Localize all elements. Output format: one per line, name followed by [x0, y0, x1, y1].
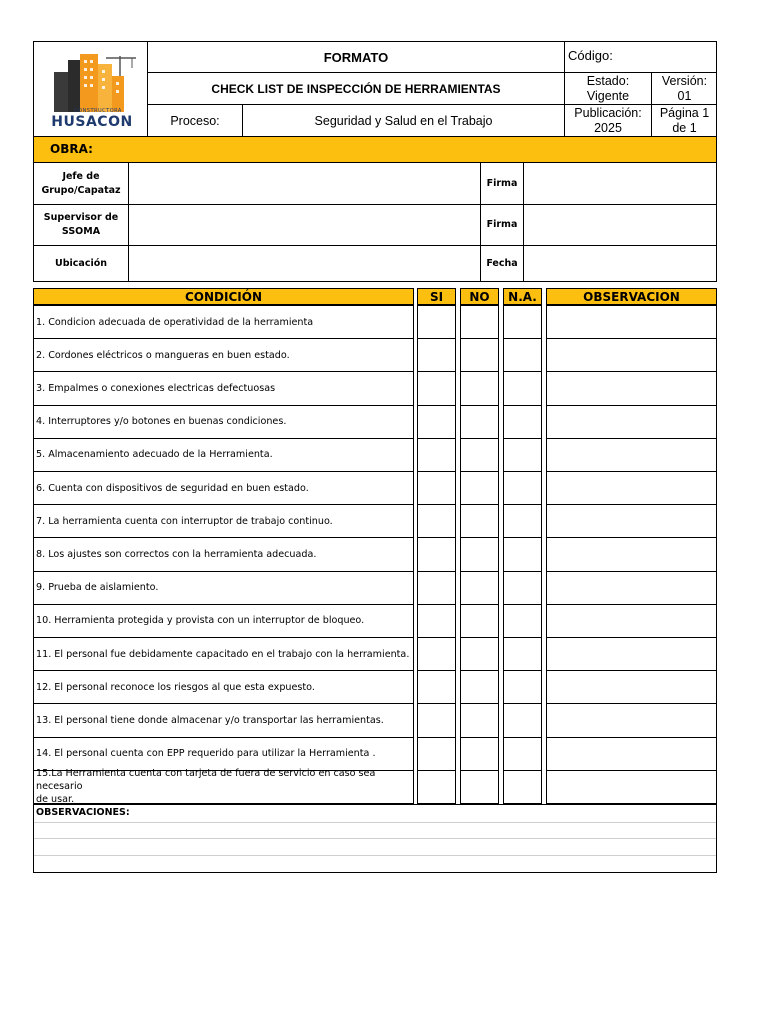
foreman-label: Jefe de Grupo/Capataz	[41, 170, 121, 196]
no-checkbox[interactable]	[460, 438, 499, 472]
ssoma-signature-label: Firma	[486, 219, 518, 230]
checklist-row	[33, 504, 717, 537]
no-header: NO	[460, 288, 499, 305]
process-value: Seguridad y Salud en el Trabajo	[314, 114, 493, 128]
ssoma-supervisor-input[interactable]	[129, 205, 480, 245]
condition-text: 12. El personal reconoce los riesgos al que esta expuesto.	[36, 681, 315, 693]
publication-label: Publicación:	[574, 106, 642, 120]
yes-checkbox[interactable]	[417, 604, 456, 638]
observation-cell[interactable]	[546, 571, 717, 605]
observation-cell[interactable]	[546, 504, 717, 538]
condition-cell	[33, 504, 414, 538]
obra-label: OBRA:	[50, 142, 93, 156]
location-label: Ubicación	[55, 258, 107, 269]
condition-text: 7. La herramienta cuenta con interruptor de trabajo continuo.	[36, 515, 333, 527]
checklist-row	[33, 438, 717, 471]
observations-section	[33, 804, 717, 873]
condition-text: 1. Condicion adecuada de operatividad de la herramienta	[36, 316, 314, 328]
observations-line-1[interactable]	[34, 822, 716, 839]
condition-text: 6. Cuenta con dispositivos de seguridad en buen estado.	[36, 482, 309, 494]
observation-cell[interactable]	[546, 637, 717, 671]
company-logo	[40, 46, 140, 132]
page-cell	[652, 105, 717, 137]
yes-checkbox[interactable]	[417, 371, 456, 405]
no-checkbox[interactable]	[460, 637, 499, 671]
ssoma-signature-field[interactable]	[524, 205, 716, 245]
yes-checkbox[interactable]	[417, 504, 456, 538]
checklist-row	[33, 768, 717, 806]
condition-header: CONDICIÓN	[33, 288, 414, 305]
na-checkbox[interactable]	[503, 737, 542, 771]
status-label: Estado:	[586, 73, 630, 88]
checklist-row	[33, 338, 717, 371]
na-checkbox[interactable]	[503, 371, 542, 405]
na-checkbox[interactable]	[503, 703, 542, 737]
condition-cell	[33, 305, 414, 339]
checklist-row	[33, 637, 717, 670]
no-checkbox[interactable]	[460, 338, 499, 372]
observation-cell[interactable]	[546, 604, 717, 638]
checklist-table	[33, 288, 717, 873]
status-value: Vigente	[586, 88, 630, 103]
checklist-row	[33, 537, 717, 570]
condition-text: 13. El personal tiene donde almacenar y/o transportar las herramientas.	[36, 714, 384, 726]
status-cell	[565, 73, 651, 104]
condition-text: 4. Interruptores y/o botones en buenas condiciones.	[36, 416, 287, 428]
no-checkbox[interactable]	[460, 770, 499, 804]
na-checkbox[interactable]	[503, 471, 542, 505]
condition-cell	[33, 405, 414, 439]
na-checkbox[interactable]	[503, 604, 542, 638]
observations-label: OBSERVACIONES:	[36, 807, 130, 818]
yes-checkbox[interactable]	[417, 637, 456, 671]
observation-cell[interactable]	[546, 338, 717, 372]
observation-cell[interactable]	[546, 737, 717, 771]
observation-cell[interactable]	[546, 405, 717, 439]
condition-text: 14. El personal cuenta con EPP requerido para utilizar la Herramienta .	[36, 748, 376, 760]
yes-checkbox[interactable]	[417, 537, 456, 571]
condition-text: 11. El personal fue debidamente capacitado en el trabajo con la herramienta.	[36, 648, 410, 660]
checklist-row	[33, 371, 717, 404]
code-label: Código:	[568, 48, 613, 63]
version-cell	[652, 73, 717, 104]
na-checkbox[interactable]	[503, 637, 542, 671]
foreman-signature-label: Firma	[486, 177, 518, 189]
publication-cell	[565, 105, 651, 137]
process-label: Proceso:	[170, 114, 220, 128]
yes-checkbox[interactable]	[417, 703, 456, 737]
condition-cell	[33, 371, 414, 405]
na-checkbox[interactable]	[503, 405, 542, 439]
observation-cell[interactable]	[546, 770, 717, 804]
no-checkbox[interactable]	[460, 405, 499, 439]
checklist-row	[33, 405, 717, 438]
foreman-input[interactable]	[129, 163, 480, 204]
yes-checkbox[interactable]	[417, 770, 456, 804]
na-header: N.A.	[503, 288, 542, 305]
observation-cell[interactable]	[546, 371, 717, 405]
condition-cell	[33, 737, 414, 771]
no-checkbox[interactable]	[460, 537, 499, 571]
condition-text: 15.La Herramienta cuenta con tarjeta de fuera de servicio en caso sea necesario	[36, 768, 376, 793]
condition-cell	[33, 637, 414, 671]
checklist-row	[33, 471, 717, 504]
observation-cell[interactable]	[546, 703, 717, 737]
checklist-row	[33, 305, 717, 338]
observation-cell[interactable]	[546, 670, 717, 704]
no-checkbox[interactable]	[460, 737, 499, 771]
condition-cell	[33, 770, 414, 804]
condition-cell	[33, 604, 414, 638]
yes-checkbox[interactable]	[417, 438, 456, 472]
yes-checkbox[interactable]	[417, 670, 456, 704]
condition-cell	[33, 571, 414, 605]
no-checkbox[interactable]	[460, 371, 499, 405]
condition-cell	[33, 703, 414, 737]
condition-text: 10. Herramienta protegida y provista con un interruptor de bloqueo.	[36, 615, 365, 627]
na-checkbox[interactable]	[503, 305, 542, 339]
publication-value: 2025	[594, 121, 622, 135]
na-checkbox[interactable]	[503, 504, 542, 538]
location-input[interactable]	[129, 246, 480, 282]
na-checkbox[interactable]	[503, 338, 542, 372]
observation-header: OBSERVACION	[546, 288, 717, 305]
no-checkbox[interactable]	[460, 670, 499, 704]
page-line-2: de 1	[672, 121, 697, 135]
yes-checkbox[interactable]	[417, 338, 456, 372]
yes-checkbox[interactable]	[417, 471, 456, 505]
no-checkbox[interactable]	[460, 604, 499, 638]
na-checkbox[interactable]	[503, 571, 542, 605]
no-checkbox[interactable]	[460, 504, 499, 538]
logo-brand-text: HUSACON	[51, 114, 133, 130]
checklist-row	[33, 571, 717, 604]
na-checkbox[interactable]	[503, 438, 542, 472]
na-checkbox[interactable]	[503, 537, 542, 571]
date-label: Fecha	[486, 258, 518, 269]
format-title: FORMATO	[323, 49, 389, 65]
condition-cell	[33, 537, 414, 571]
logo-top-text: CONSTRUCTORA	[74, 108, 122, 114]
foreman-signature-field[interactable]	[524, 163, 716, 204]
no-checkbox[interactable]	[460, 471, 499, 505]
checklist-row	[33, 604, 717, 637]
yes-checkbox[interactable]	[417, 571, 456, 605]
na-checkbox[interactable]	[503, 770, 542, 804]
condition-cell	[33, 471, 414, 505]
observations-line-2[interactable]	[34, 839, 716, 856]
no-checkbox[interactable]	[460, 571, 499, 605]
yes-header: SI	[417, 288, 456, 305]
condition-cell	[33, 438, 414, 472]
observation-cell[interactable]	[546, 537, 717, 571]
condition-text: 9. Prueba de aislamiento.	[36, 582, 159, 594]
condition-text: 3. Empalmes o conexiones electricas defectuosas	[36, 382, 276, 394]
yes-checkbox[interactable]	[417, 737, 456, 771]
observation-cell[interactable]	[546, 471, 717, 505]
page-line-1: Página 1	[659, 106, 710, 120]
condition-text-continued: de usar.	[36, 794, 75, 806]
date-field[interactable]	[524, 246, 716, 282]
condition-cell	[33, 338, 414, 372]
ssoma-supervisor-label: Supervisor de SSOMA	[43, 212, 119, 237]
obra-bar	[33, 136, 717, 163]
condition-cell	[33, 670, 414, 704]
version-label: Versión:	[661, 73, 708, 88]
no-checkbox[interactable]	[460, 305, 499, 339]
yes-checkbox[interactable]	[417, 305, 456, 339]
condition-text: 2. Cordones eléctricos o mangueras en buen estado.	[36, 349, 290, 361]
checklist-row	[33, 737, 717, 770]
yes-checkbox[interactable]	[417, 405, 456, 439]
condition-text: 8. Los ajustes son correctos con la herramienta adecuada.	[36, 548, 317, 560]
no-checkbox[interactable]	[460, 703, 499, 737]
document-title: CHECK LIST DE INSPECCIÓN DE HERRAMIENTAS	[211, 81, 501, 96]
checklist-row	[33, 703, 717, 736]
observation-cell[interactable]	[546, 305, 717, 339]
na-checkbox[interactable]	[503, 670, 542, 704]
checklist-row	[33, 670, 717, 703]
condition-text: 5. Almacenamiento adecuado de la Herramienta.	[36, 449, 273, 461]
version-value: 01	[677, 88, 692, 103]
observations-line-3[interactable]	[34, 856, 716, 872]
observation-cell[interactable]	[546, 438, 717, 472]
